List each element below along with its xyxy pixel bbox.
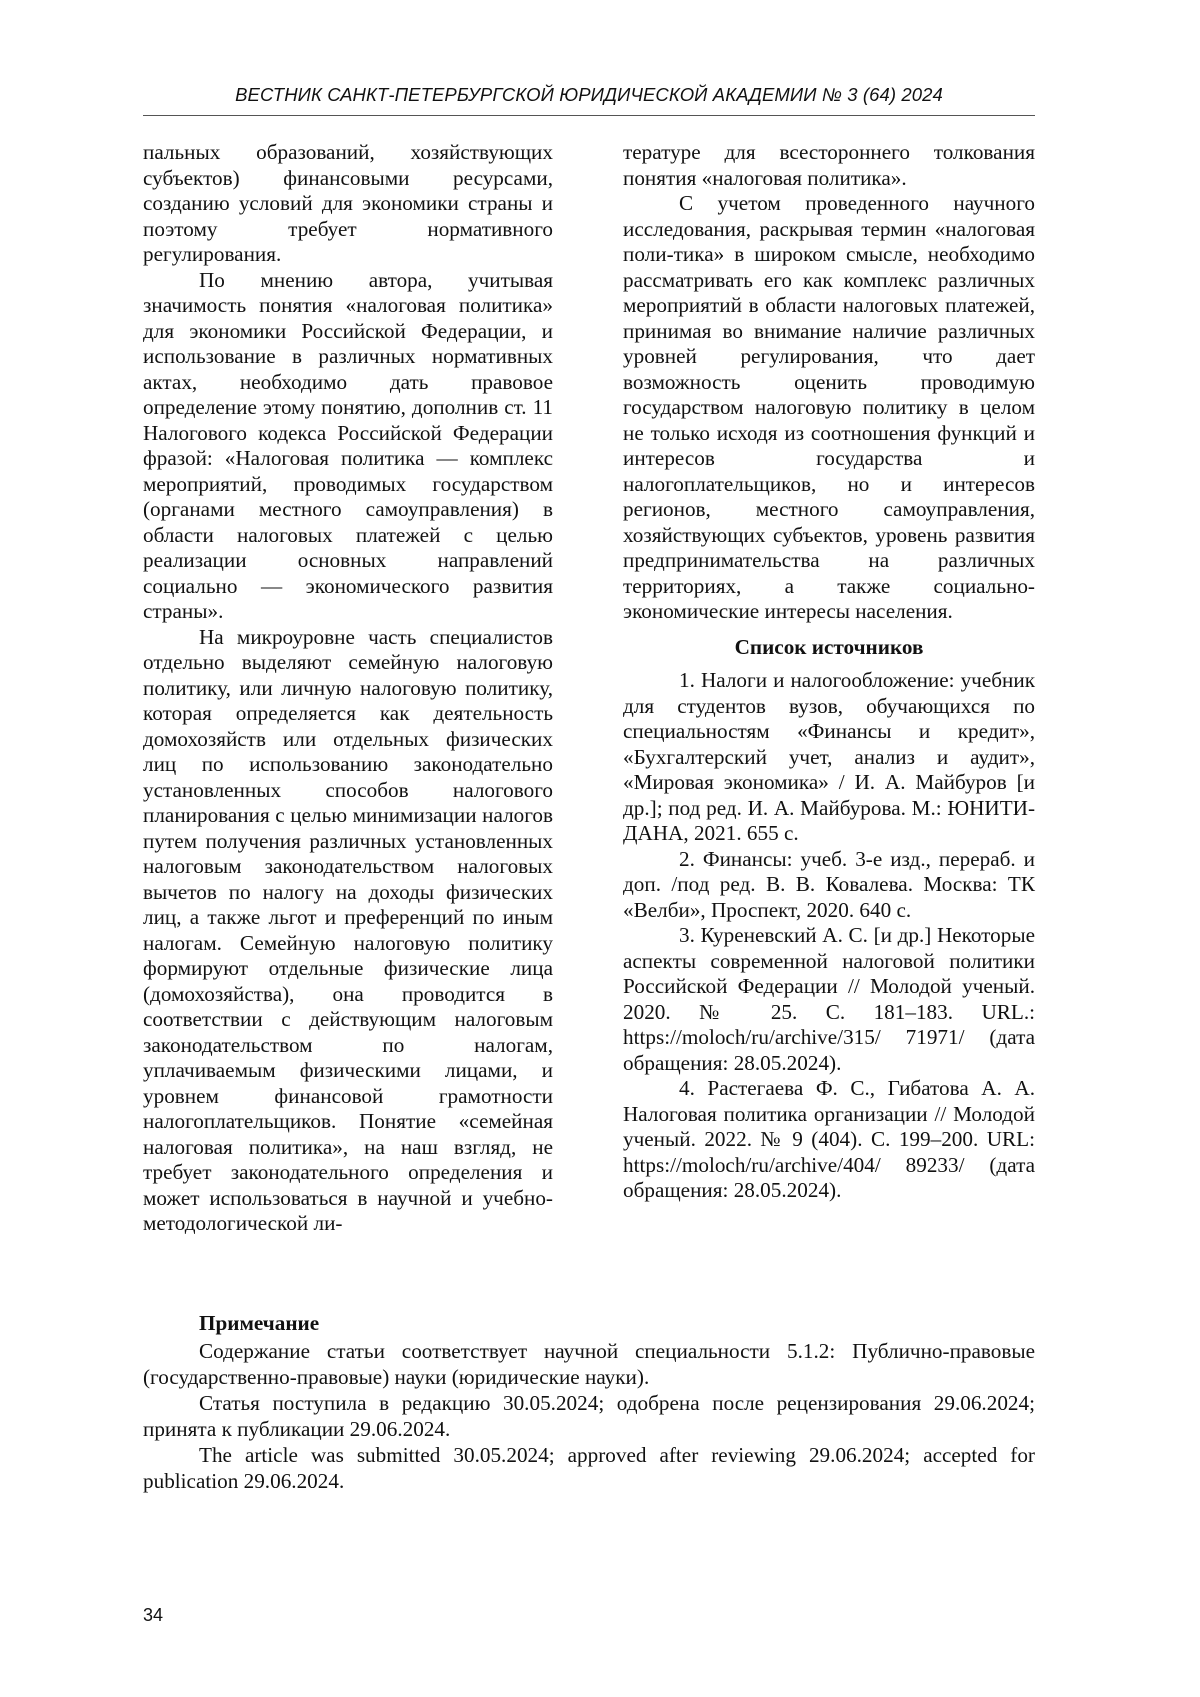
source-item-1: 1. Налоги и налогообложение: учебник для студентов вузов, обучающихся по специальностям «Финансы и кредит», «Бухгалтерский учет, анализ и аудит», «Мировая экономика» / И. А. Майбуров [и др.]; под ред. И. А. Майбурова. М.: ЮНИТИ-ДАНА, 2021. 655 с. [623, 668, 1035, 845]
note-heading: Примечание [199, 1311, 320, 1335]
article-note [143, 1310, 1035, 1494]
running-header: ВЕСТНИК САНКТ-ПЕТЕРБУРГСКОЙ ЮРИДИЧЕСКОЙ АКАДЕМИИ № 3 (64) 2024 [235, 84, 943, 105]
left-paragraph-1: пальных образований, хозяйствующих субъектов) финансовыми ресурсами, созданию условий для экономики страны и поэтому требует нормативного регулирования. [143, 140, 553, 266]
right-column [623, 140, 1035, 1204]
left-paragraph-3: На микроуровне часть специалистов отдельно выделяют семейную налоговую политику, или личную налоговую политику, которая определяется как деятельность домохозяйств или отдельных физических лиц по использованию законодательно установленных способов налогового планирования с целью минимизации налогов путем получения различных установленных налоговым законодательством налоговых вычетов по налогу на доходы физических лиц, а также льгот и преференций по иным налогам. Семейную налоговую политику формируют отдельные физические лица (домохозяйства), она проводится в соответствии с действующим налоговым законодательством по налогам, уплачиваемым физическими лицами, и уровнем финансовой грамотности налогоплательщиков. Понятие «семейная налоговая политика», на наш взгляд, не требует законодательного определения и может использоваться в научной и учебно-методологической ли- [143, 624, 553, 1235]
note-dates-en: The article was submitted 30.05.2024; approved after reviewing 29.06.2024; accepted for publication 29.06.2024. [143, 1443, 1035, 1493]
source-item-4: 4. Растегаева Ф. С., Гибатова А. А. Налоговая политика организации // Молодой ученый. 2022. № 9 (404). С. 199–200. URL: https://moloch/ru/archive/404/ 89233/ (дата обращения: 28.05.2024). [623, 1076, 1035, 1202]
left-column [143, 140, 553, 1237]
header-rule [143, 115, 1035, 116]
left-paragraph-2: По мнению автора, учитывая значимость понятия «налоговая политика» для экономики Российской Федерации, и использование в различных нормативных актах, необходимо дать правовое определение этому понятию, дополнив ст. 11 Налогового кодекса Российской Федерации фразой: «Налоговая политика — комплекс мероприятий, проводимых государством (органами местного самоуправления) в области налоговых платежей с целью реализации основных направлений социально — экономического развития страны». [143, 267, 553, 623]
sources-heading: Список источников [734, 634, 924, 659]
source-item-3: 3. Куреневский А. С. [и др.] Некоторые аспекты современной налоговой политики Российской Федерации // Молодой ученый. 2020. № 25. С. 181–183. URL.: https://moloch/ru/archive/315/ 71971/ (дата обращения: 28.05.2024). [623, 923, 1035, 1075]
note-specialty: Содержание статьи соответствует научной специальности 5.1.2: Публично-правовые (государственно-правовые) науки (юридические науки). [143, 1339, 1035, 1389]
page-number: 34 [143, 1605, 164, 1625]
note-dates-ru: Статья поступила в редакцию 30.05.2024; одобрена после рецензирования 29.06.2024; принята к публикации 29.06.2024. [143, 1391, 1035, 1441]
source-item-2: 2. Финансы: учеб. 3-е изд., перераб. и доп. /под ред. В. В. Ковалева. Москва: ТК «Велби», Проспект, 2020. 640 с. [623, 846, 1035, 922]
right-paragraph-1: тературе для всестороннего толкования понятия «налоговая политика». [623, 140, 1035, 190]
right-paragraph-2: С учетом проведенного научного исследования, раскрывая термин «налоговая поли-тика» в широком смысле, необходимо рассматривать его как комплекс различных мероприятий в области налоговых платежей, принимая во внимание наличие различных уровней регулирования, что дает возможность оценить проводимую государством налоговую политику в целом не только исходя из соотношения функций и интересов государства и налогоплательщиков, но и интересов регионов, местного самоуправления, хозяйствующих субъектов, уровень развития предпринимательства на различных территориях, а также социально-экономические интересы населения. [623, 191, 1035, 623]
